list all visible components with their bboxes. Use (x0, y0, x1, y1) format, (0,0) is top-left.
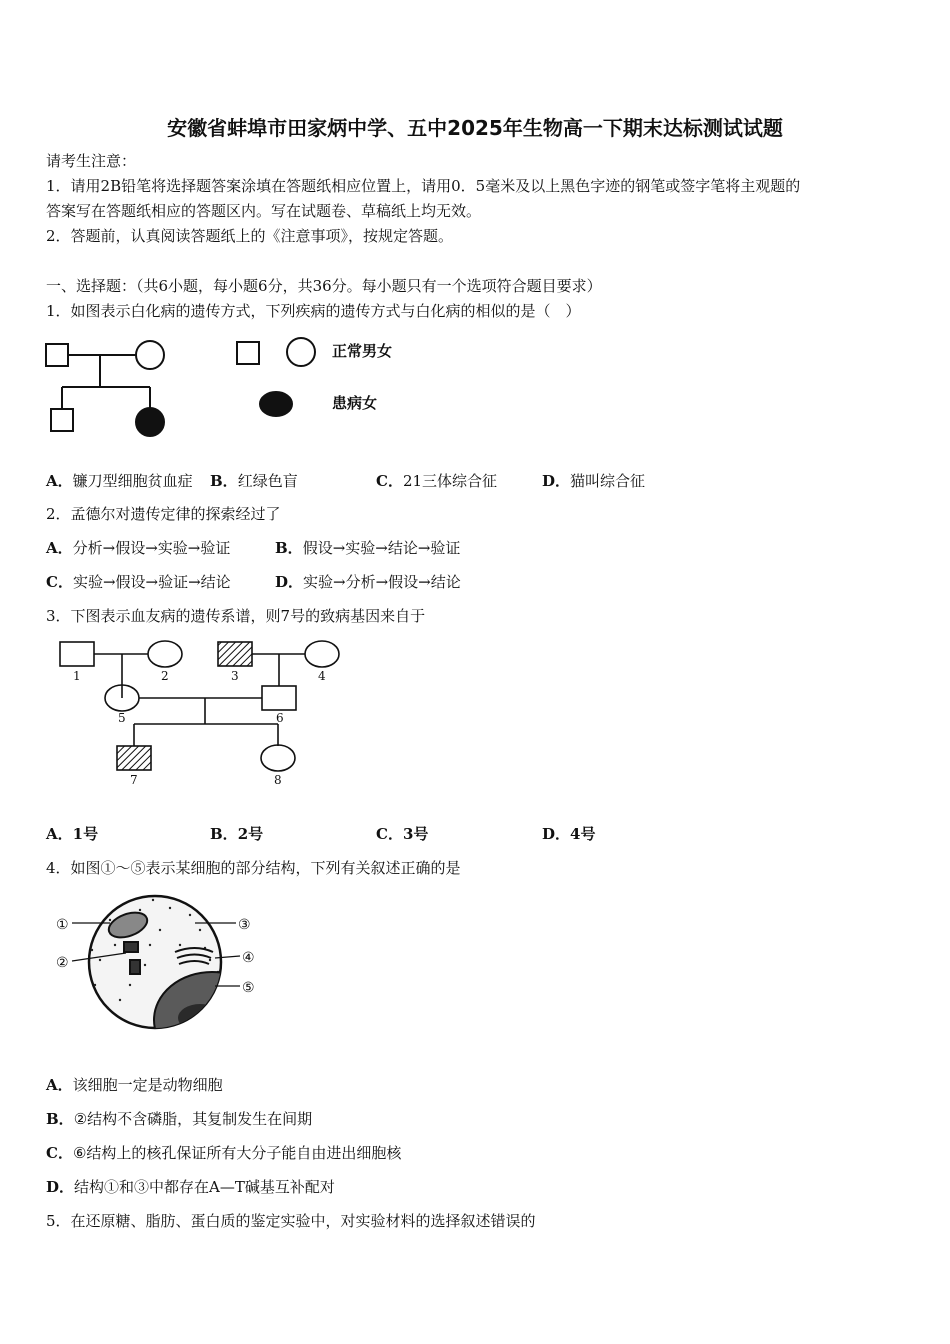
q4-option-a[interactable] (46, 1074, 223, 1095)
hemophilia-pedigree-figure (50, 636, 360, 786)
pedigree-label-5: 5 (118, 711, 126, 725)
option-text: ⑥结构上的核孔保证所有大分子能自由进出细胞核 (72, 1144, 402, 1162)
option-label: B． (275, 539, 303, 557)
option-text: 猫叫综合征 (570, 472, 646, 490)
q3-option-d[interactable] (542, 823, 595, 844)
pedigree-individual-8 (261, 745, 295, 771)
pedigree-male-parent (46, 344, 68, 366)
option-label: C． (46, 573, 73, 591)
cell-label-5: ⑤ (242, 980, 255, 996)
option-text: 假设→实验→结论→验证 (302, 539, 461, 557)
pedigree-individual-7 (117, 746, 151, 770)
option-label: A． (46, 825, 73, 843)
option-label: B． (46, 1110, 74, 1128)
cell-label-2: ② (56, 955, 69, 971)
notice-item-2: 2．答题前，认真阅读答题纸上的《注意事项》，按规定答题。 (46, 227, 454, 245)
option-label: C． (376, 825, 403, 843)
option-text: 红绿色盲 (237, 472, 298, 490)
legend-male-symbol (237, 342, 259, 364)
legend-female-symbol (287, 338, 315, 366)
option-text: 结构①和③中都存在A—T碱基互补配对 (74, 1178, 335, 1196)
pedigree-label-3: 3 (231, 669, 239, 683)
pedigree-female-parent (136, 341, 164, 369)
question-1-stem: 1．如图表示白化病的遗传方式，下列疾病的遗传方式与白化病的相似的是（ ） (46, 302, 581, 320)
option-text: 实验→分析→假设→结论 (303, 573, 461, 591)
option-label: A． (46, 539, 73, 557)
pedigree-label-1: 1 (73, 669, 81, 683)
albinism-pedigree-figure (40, 332, 420, 442)
legend-affected-label: 患病女 (332, 394, 378, 412)
q2-option-a[interactable] (46, 537, 230, 558)
option-text: 21三体综合征 (402, 472, 498, 490)
pedigree-label-2: 2 (161, 669, 169, 683)
option-label: A． (46, 472, 73, 490)
q1-option-c[interactable] (376, 470, 497, 491)
q4-option-d[interactable] (46, 1176, 335, 1197)
option-label: B． (210, 825, 238, 843)
pedigree-affected-female-child (136, 408, 164, 436)
pedigree-male-child (51, 409, 73, 431)
option-text: 镰刀型细胞贫血症 (72, 472, 193, 490)
cell-structure-figure (50, 890, 270, 1035)
option-label: D． (542, 472, 571, 490)
option-label: D． (46, 1178, 75, 1196)
q2-option-b[interactable] (275, 537, 460, 558)
q3-option-b[interactable] (210, 823, 263, 844)
option-label: D． (542, 825, 571, 843)
pedigree-individual-2 (148, 641, 182, 667)
legend-normal-label: 正常男女 (332, 342, 393, 360)
notice-heading: 请考生注意： (46, 152, 137, 170)
option-text: ②结构不含磷脂，其复制发生在间期 (73, 1110, 313, 1128)
section-heading: 一、选择题：（共6小题，每小题6分，共36分。每小题只有一个选项符合题目要求） (46, 277, 602, 295)
pedigree-individual-4 (305, 641, 339, 667)
question-2-stem: 2．孟德尔对遗传定律的探索经过了 (46, 505, 281, 523)
option-label: C． (46, 1144, 73, 1162)
notice-item-1-cont: 答案写在答题纸相应的答题区内。写在试题卷、草稿纸上均无效。 (46, 202, 482, 220)
question-3-stem: 3．下图表示血友病的遗传系谱，则7号的致病基因来自于 (46, 607, 426, 625)
pedigree-individual-3 (218, 642, 252, 666)
option-text: 实验→假设→验证→结论 (72, 573, 231, 591)
option-label: D． (275, 573, 304, 591)
pedigree-label-6: 6 (276, 711, 284, 725)
pedigree-individual-6 (262, 686, 296, 710)
q1-option-b[interactable] (210, 470, 298, 491)
q4-option-b[interactable] (46, 1108, 312, 1129)
page-title: 安徽省蚌埠市田家炳中学、五中2025年生物高一下期末达标测试试题 (167, 116, 783, 140)
legend-affected-symbol (260, 392, 292, 416)
option-label: C． (376, 472, 403, 490)
pedigree-label-7: 7 (130, 773, 138, 786)
q1-option-a[interactable] (46, 470, 193, 491)
option-text: 1号 (72, 825, 99, 843)
q4-option-c[interactable] (46, 1142, 401, 1163)
option-label: A． (46, 1076, 73, 1094)
q2-option-c[interactable] (46, 571, 231, 592)
option-text: 分析→假设→实验→验证 (72, 539, 231, 557)
cell-label-4: ④ (242, 950, 255, 966)
option-text: 3号 (402, 825, 429, 843)
q1-option-d[interactable] (542, 470, 645, 491)
cell-label-1: ① (56, 917, 69, 933)
option-text: 该细胞一定是动物细胞 (72, 1076, 223, 1094)
pedigree-individual-1 (60, 642, 94, 666)
q3-option-c[interactable] (376, 823, 428, 844)
nucleolus (178, 1004, 222, 1032)
question-5-stem: 5．在还原糖、脂肪、蛋白质的鉴定实验中，对实验材料的选择叙述错误的 (46, 1212, 536, 1230)
q2-option-d[interactable] (275, 571, 461, 592)
question-4-stem: 4．如图①～⑤表示某细胞的部分结构，下列有关叙述正确的是 (46, 859, 461, 877)
q3-option-a[interactable] (46, 823, 98, 844)
notice-item-1: 1．请用2B铅笔将选择题答案涂填在答题纸相应位置上，请用0．5毫米及以上黑色字迹的钢笔或签字笔将主观题的 (46, 177, 801, 195)
pedigree-label-8: 8 (274, 773, 282, 786)
option-text: 4号 (570, 825, 596, 843)
cell-label-3: ③ (238, 917, 251, 933)
option-label: B． (210, 472, 238, 490)
option-text: 2号 (237, 825, 264, 843)
pedigree-label-4: 4 (318, 669, 326, 683)
